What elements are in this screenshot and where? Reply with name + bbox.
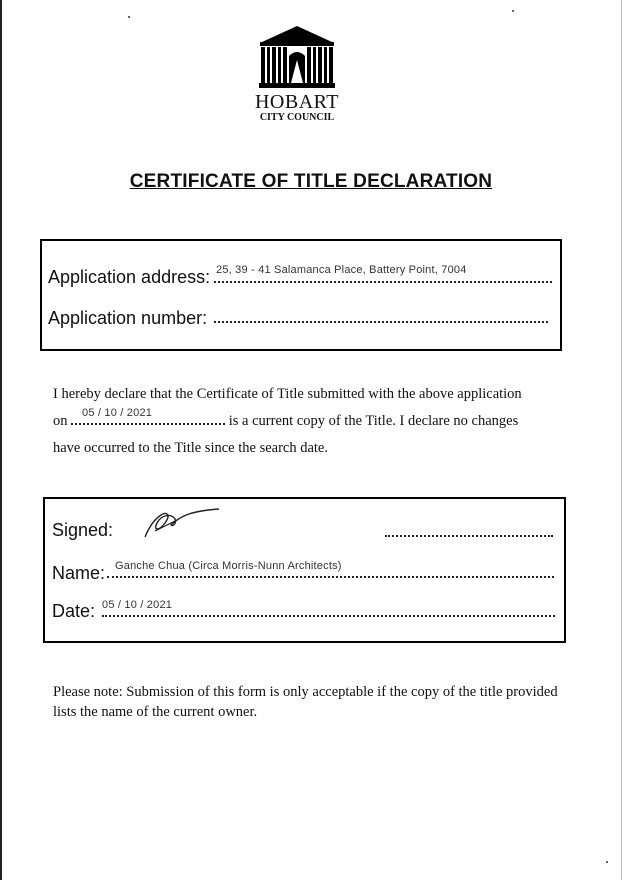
- name-label: Name:: [52, 563, 106, 583]
- name-value[interactable]: Ganche Chua (Circa Morris-Nunn Architects): [115, 560, 342, 572]
- scan-edge: [0, 0, 2, 880]
- logo-subtitle: CITY COUNCIL: [259, 112, 335, 123]
- application-box: [40, 239, 562, 351]
- logo-name: HOBART: [254, 91, 340, 113]
- date-value[interactable]: 05 / 10 / 2021: [102, 599, 173, 611]
- declaration-on-label: on: [53, 413, 68, 429]
- date-label: Date:: [52, 601, 96, 621]
- scan-speck: [128, 16, 130, 18]
- declaration-date-value[interactable]: 05 / 10 / 2021: [82, 407, 153, 419]
- signed-dots: [385, 535, 553, 537]
- scan-speck: [606, 861, 608, 863]
- scan-speck: [512, 10, 514, 12]
- hobart-city-council-logo: [252, 22, 342, 124]
- signed-label: Signed:: [52, 520, 114, 540]
- submission-note: Please note: Submission of this form is only acceptable if the copy of the title provided lists the name of the current owner.: [53, 684, 558, 720]
- application-address-value[interactable]: 25, 39 - 41 Salamanca Place, Battery Point, 7004: [216, 264, 467, 276]
- application-address-label: Application address:: [48, 267, 211, 287]
- date-dots: [102, 615, 555, 617]
- signature-image[interactable]: [141, 505, 221, 541]
- declaration-line-1: I hereby declare that the Certificate of Title submitted with the above application: [53, 386, 522, 402]
- declaration-line-2-rest: is a current copy of the Title. I declare no changes: [228, 413, 519, 429]
- name-dots: [107, 576, 554, 578]
- declaration-line-3: have occurred to the Title since the search date.: [53, 440, 328, 456]
- town-hall-emblem-icon: [256, 22, 338, 92]
- application-address-dots: [214, 281, 552, 283]
- application-number-dots: [214, 321, 548, 323]
- application-number-label: Application number:: [48, 308, 208, 328]
- signature-box: [43, 497, 566, 643]
- document-title: CERTIFICATE OF TITLE DECLARATION: [129, 171, 493, 192]
